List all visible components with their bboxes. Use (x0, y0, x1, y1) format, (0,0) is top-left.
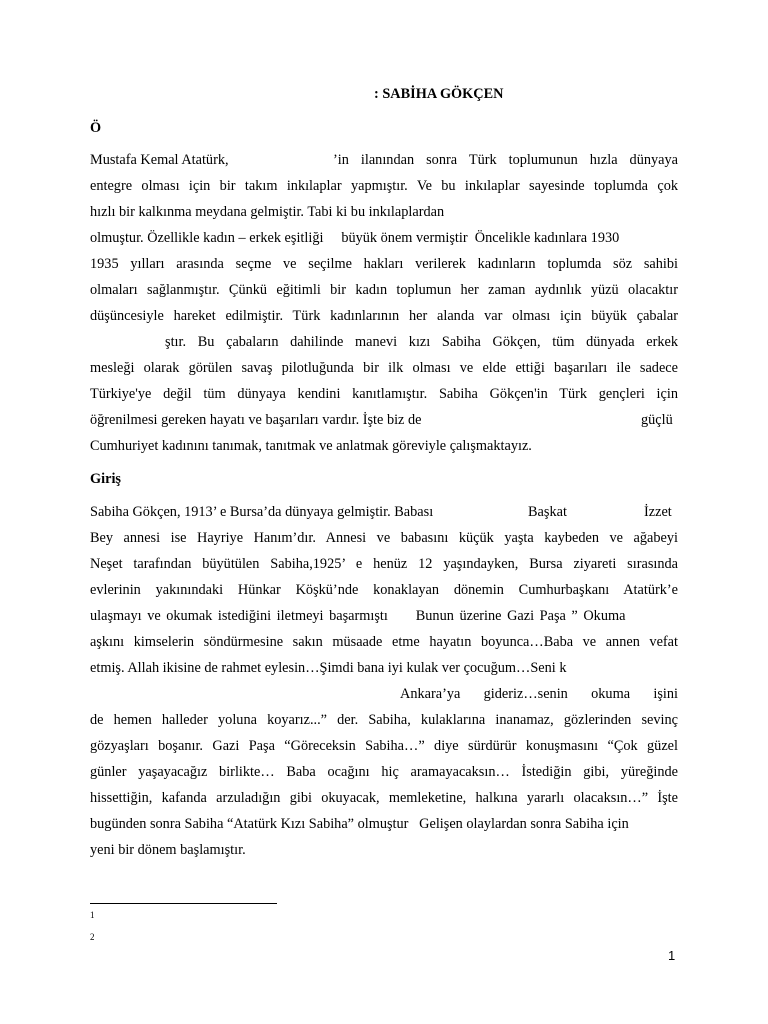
paragraph-line: Ankara’ya gideriz…senin okuma işini (400, 686, 678, 702)
paragraph-line: Başkat (528, 504, 567, 520)
paragraph-line: düşüncesiyle hareket edilmiştir. Türk kadınlarının her alanda var olması için büyük çabalar (90, 308, 678, 324)
paragraph-line: hissettiğin, kafanda arzuladığın gibi okuyacak, memleketine, halkına yararlı olacaksın…” İşte (90, 790, 678, 806)
paragraph-line: hızlı bir kalkınma meydana gelmiştir. Tabi ki bu inkılaplardan (90, 204, 445, 220)
paragraph-line: etmiş. Allah ikisine de rahmet eylesin…Şimdi bana iyi kulak ver çocuğum…Seni k (90, 660, 567, 676)
paragraph-line: ştır. Bu çabaların dahilinde manevi kızı Sabiha Gökçen, tüm dünyada erkek (165, 334, 678, 350)
paragraph-line: bugünden sonra Sabiha “Atatürk Kızı Sabiha” olmuştur Gelişen olaylardan sonra Sabiha için (90, 816, 629, 832)
paragraph-line: de hemen halleder yoluna koyarız...” der. Sabiha, kulaklarına inanamaz, gözlerinden sevinç (90, 712, 678, 728)
paragraph-line: Neşet tarafından büyütülen Sabiha,1925’ e henüz 12 yaşındayken, Bursa ziyareti sırasında (90, 556, 678, 572)
paragraph-line: ulaşmayı ve okumak istediğini iletmeyi başarmıştı Bunun üzerine Gazi Paşa ” Okuma (90, 608, 626, 624)
section-heading-giris: Giriş (90, 471, 121, 487)
paragraph-line: gözyaşları boşanır. Gazi Paşa “Göreceksin Sabiha…” diye sürdürür konuşmasını “Çok güzel (90, 738, 678, 754)
paragraph-line: İzzet (644, 504, 672, 520)
footnote-marker-2: 2 (90, 932, 95, 942)
page-title: : SABİHA GÖKÇEN (374, 86, 504, 102)
paragraph-line: evlerinin yakınındaki Hünkar Köşkü’nde konaklayan dönemin Cumhurbaşkanı Atatürk’e (90, 582, 678, 598)
paragraph-line: aşkını kimselerin söndürmesine sakın müsaade etme hayatın boyunca…Baba ve annen vefat (90, 634, 678, 650)
paragraph-line: olmuştur. Özellikle kadın – erkek eşitliği büyük önem vermiştir Öncelikle kadınlara 1930 (90, 230, 620, 246)
paragraph-line: 1935 yılları arasında seçme ve seçilme hakları verilerek kadınların toplumda söz sahibi (90, 256, 678, 272)
paragraph-line: Bey annesi ise Hayriye Hanım’dır. Annesi ve babasını küçük yaşta kaybeden ve ağabeyi (90, 530, 678, 546)
footnote-marker-1: 1 (90, 910, 95, 920)
paragraph-line: entegre olması için bir takım inkılaplar yapmıştır. Ve bu inkılaplar sayesinde toplumda çok (90, 178, 678, 194)
page-number: 1 (668, 948, 676, 963)
paragraph-line: Türkiye'ye değil tüm dünyaya kendini kanıtlamıştır. Sabiha Gökçen'in Türk gençleri için (90, 386, 678, 402)
paragraph-line: mesleği olarak görülen savaş pilotluğunda bir ilk olması ve elde ettiği başarıları ile sadece (90, 360, 678, 376)
paragraph-line: günler yaşayacağız birlikte… Baba ocağını hiç aramayacaksın… İstediğin gibi, yüreğinde (90, 764, 678, 780)
paragraph-line: Mustafa Kemal Atatürk, (90, 152, 229, 168)
footnote-separator (90, 903, 277, 904)
paragraph-line: yeni bir dönem başlamıştır. (90, 842, 246, 858)
paragraph-line: olmaları sağlanmıştır. Çünkü eğitimli bir kadın toplumun her zaman aydınlık yüzü olacaktır (90, 282, 678, 298)
paragraph-line: öğrenilmesi gereken hayatı ve başarıları vardır. İşte biz de (90, 412, 422, 428)
paragraph-line: güçlü (641, 412, 673, 428)
paragraph-line: Cumhuriyet kadınını tanımak, tanıtmak ve anlatmak göreviyle çalışmaktayız. (90, 438, 532, 454)
paragraph-line: ’in ilanından sonra Türk toplumunun hızla dünyaya (333, 152, 678, 168)
section-heading-o: Ö (90, 120, 102, 136)
paragraph-line: Sabiha Gökçen, 1913’ e Bursa’da dünyaya gelmiştir. Babası (90, 504, 434, 520)
